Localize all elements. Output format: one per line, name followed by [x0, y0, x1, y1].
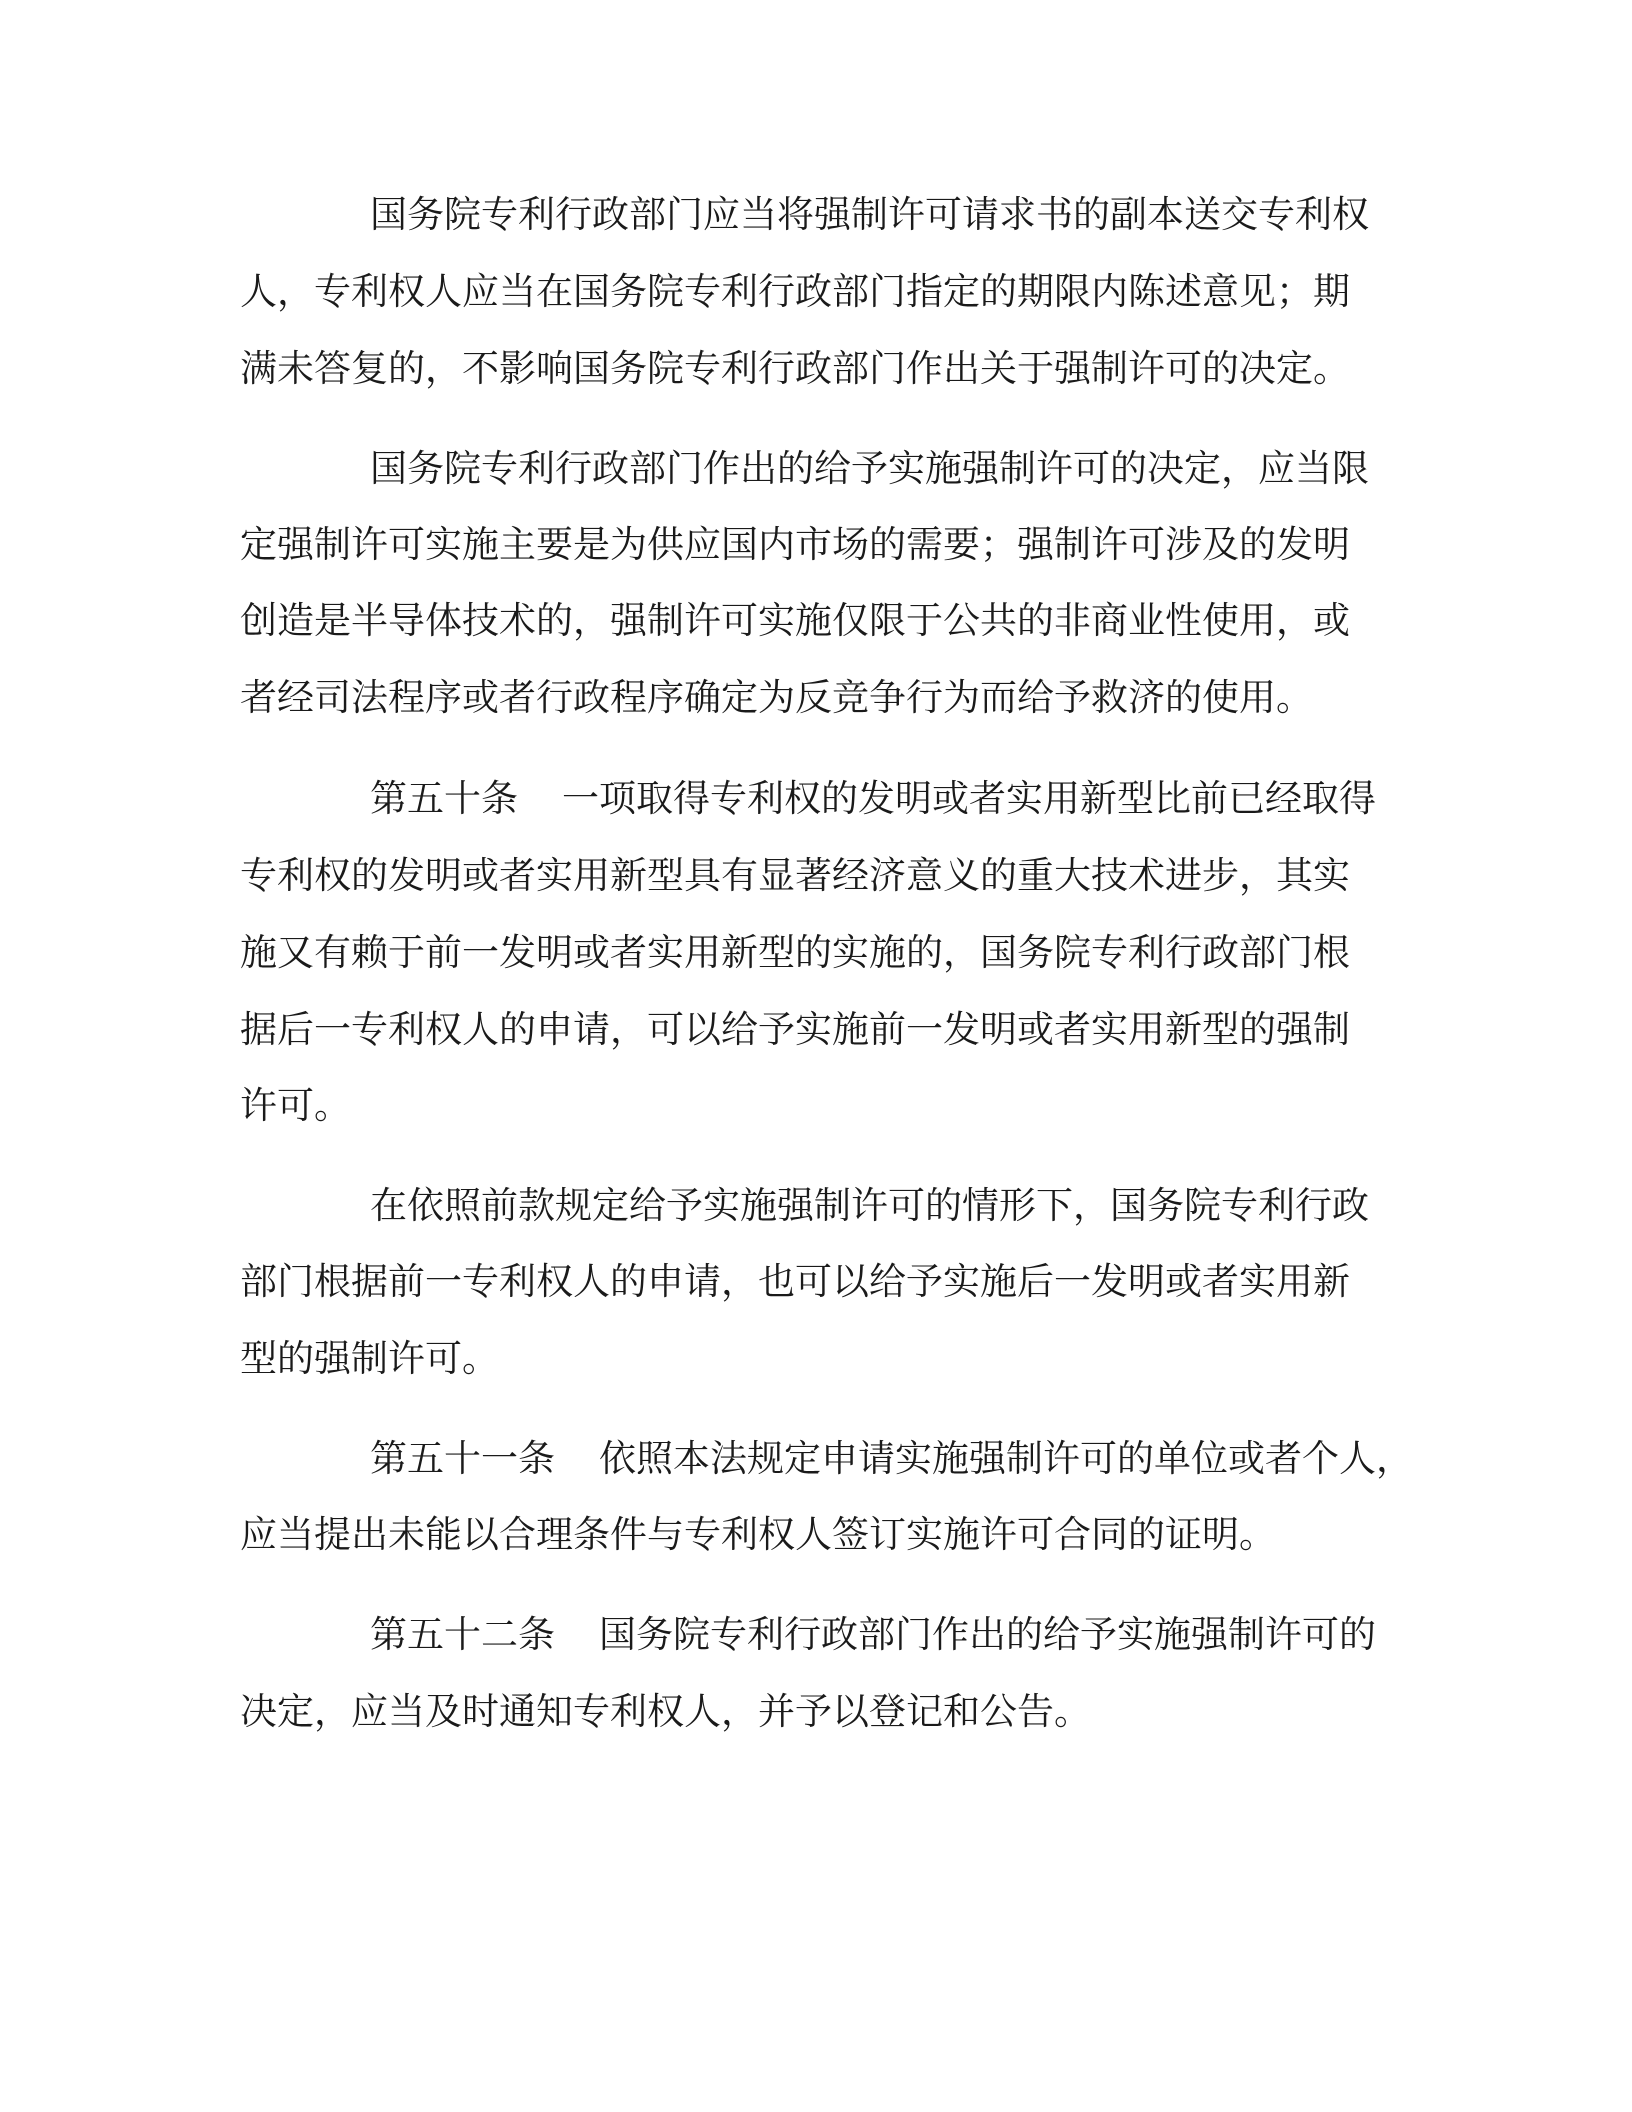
- paragraph-3-line-5: 许可。: [240, 1084, 351, 1127]
- paragraph-5-line-1: [240, 1437, 1413, 1480]
- paragraph-5-line-2: 应当提出未能以合理条件与专利权人签订实施许可合同的证明。: [240, 1513, 1276, 1556]
- paragraph-6-line-2: 决定，应当及时通知专利权人，并予以登记和公告。: [240, 1690, 1091, 1733]
- paragraph-3-line-2: 专利权的发明或者实用新型具有显著经济意义的重大技术进步，其实: [240, 854, 1350, 897]
- paragraph-2-line-3: 创造是半导体技术的，强制许可实施仅限于公共的非商业性使用，或: [240, 599, 1350, 642]
- paragraph-4-line-2: 部门根据前一专利权人的申请，也可以给予实施后一发明或者实用新: [240, 1260, 1350, 1303]
- paragraph-3-line-4: 据后一专利权人的申请，可以给予实施前一发明或者实用新型的强制: [240, 1008, 1350, 1051]
- paragraph-3-line-1: [240, 777, 1376, 820]
- article-51-heading: 第五十一条: [370, 1437, 555, 1480]
- paragraph-6-line-1: [240, 1613, 1376, 1656]
- paragraph-2-line-2: 定强制许可实施主要是为供应国内市场的需要；强制许可涉及的发明: [240, 523, 1350, 566]
- paragraph-4-line-1: 在依照前款规定给予实施强制许可的情形下，国务院专利行政: [370, 1184, 1369, 1227]
- paragraph-2-line-4: 者经司法程序或者行政程序确定为反竞争行为而给予救济的使用。: [240, 676, 1313, 719]
- article-52-text: 国务院专利行政部门作出的给予实施强制许可的: [599, 1613, 1376, 1656]
- paragraph-1-line-3: 满未答复的，不影响国务院专利行政部门作出关于强制许可的决定。: [240, 347, 1350, 390]
- article-50-text: 一项取得专利权的发明或者实用新型比前已经取得: [562, 777, 1376, 820]
- paragraph-3-line-3: 施又有赖于前一发明或者实用新型的实施的，国务院专利行政部门根: [240, 931, 1350, 974]
- paragraph-4-line-3: 型的强制许可。: [240, 1337, 499, 1380]
- article-50-heading: 第五十条: [370, 777, 518, 820]
- article-51-text: 依照本法规定申请实施强制许可的单位或者个人，: [599, 1437, 1413, 1480]
- article-52-heading: 第五十二条: [370, 1613, 555, 1656]
- paragraph-1-line-2: 人，专利权人应当在国务院专利行政部门指定的期限内陈述意见；期: [240, 270, 1350, 313]
- paragraph-1-line-1: 国务院专利行政部门应当将强制许可请求书的副本送交专利权: [370, 193, 1369, 236]
- paragraph-2-line-1: 国务院专利行政部门作出的给予实施强制许可的决定，应当限: [370, 447, 1369, 490]
